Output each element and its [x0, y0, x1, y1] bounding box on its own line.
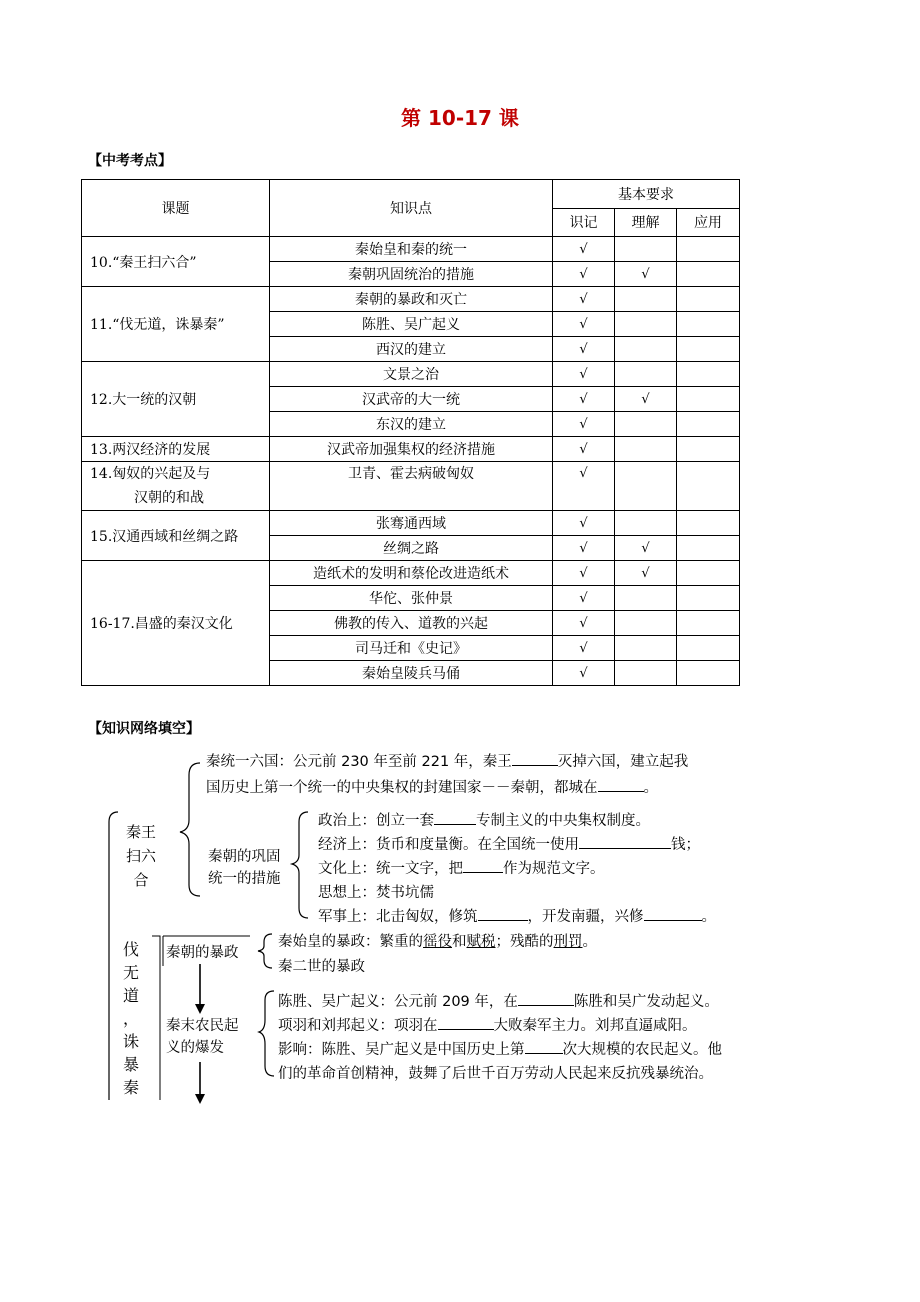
label-char: 道 [122, 986, 139, 1005]
text: 和 [452, 934, 467, 950]
knowledge-point-cell: 东汉的建立 [270, 412, 553, 437]
check-cell: √ [615, 561, 677, 586]
fill-blank[interactable] [644, 906, 702, 921]
check-cell: √ [553, 586, 615, 611]
knowledge-point-cell: 西汉的建立 [270, 337, 553, 362]
knowledge-point-cell: 张骞通西域 [270, 511, 553, 536]
knowledge-point-cell: 华佗、张仲景 [270, 586, 553, 611]
text: 。 [701, 909, 716, 925]
fill-blank[interactable] [598, 777, 644, 792]
text: 影响：陈胜、吴广起义是中国历史上第 [278, 1042, 525, 1058]
underlined-term: 刑罚 [553, 934, 583, 950]
measure-economy [318, 833, 700, 854]
label-line: 统一的措施 [208, 871, 281, 887]
knowledge-point-cell: 造纸术的发明和蔡伦改进造纸术 [270, 561, 553, 586]
measure-thought: 思想上：焚书坑儒 [318, 885, 434, 901]
measure-culture [318, 857, 605, 878]
label-line: 秦王 [125, 823, 156, 841]
check-cell: √ [615, 387, 677, 412]
fill-blank[interactable] [512, 751, 558, 766]
text: 灭掉六国，建立起我 [557, 754, 689, 770]
label-fa-wudao [120, 938, 142, 1099]
section-heading-exam-points: 【中考考点】 [88, 153, 172, 169]
label-line: 扫六 [125, 847, 156, 865]
fill-blank[interactable] [525, 1039, 563, 1054]
label-peasant-uprising [166, 1015, 239, 1059]
knowledge-point-cell: 秦始皇陵兵马俑 [270, 661, 553, 686]
lesson-line: 14.匈奴的兴起及与 [90, 466, 211, 482]
label-char: 诛 [122, 1032, 139, 1051]
knowledge-point-cell: 汉武帝加强集权的经济措施 [270, 437, 553, 462]
label-line: 合 [133, 871, 149, 889]
text: 秦始皇的暴政：繁重的 [278, 934, 423, 950]
label-char: 暴 [122, 1055, 139, 1074]
check-cell: √ [553, 536, 615, 561]
underlined-term: 赋税 [466, 934, 496, 950]
check-cell: √ [615, 262, 677, 287]
knowledge-point-cell: 佛教的传入、道教的兴起 [270, 611, 553, 636]
label-char: ， [122, 1009, 139, 1028]
knowledge-point-cell: 丝绸之路 [270, 536, 553, 561]
label-qin-unify [120, 820, 162, 892]
underlined-term: 徭役 [423, 934, 452, 950]
revolt-line-2 [278, 1014, 697, 1035]
label-line: 秦朝的巩固 [208, 849, 281, 865]
knowledge-point-cell: 陈胜、吴广起义 [270, 312, 553, 337]
measure-military [318, 905, 716, 926]
lesson-cell: 11.“伐无道，诛暴秦” [82, 287, 270, 362]
header-lesson: 课题 [82, 180, 270, 237]
text: ，开发南疆，兴修 [527, 909, 644, 925]
text: 军事上：北击匈奴，修筑 [318, 909, 478, 925]
text: 经济上：货币和度量衡。在全国统一使用 [318, 837, 579, 853]
unify-line-2 [206, 776, 658, 797]
knowledge-point-cell: 秦始皇和秦的统一 [270, 237, 553, 262]
check-cell: √ [553, 287, 615, 312]
text: 项羽和刘邦起义：项羽在 [278, 1018, 438, 1034]
knowledge-point-cell: 司马迁和《史记》 [270, 636, 553, 661]
text: 大败秦军主力。刘邦直逼咸阳。 [493, 1018, 697, 1034]
knowledge-point-cell: 秦朝的暴政和灭亡 [270, 287, 553, 312]
text: 陈胜和吴广发动起义。 [573, 994, 719, 1010]
text: 。 [643, 780, 658, 796]
measure-politics [318, 809, 650, 830]
text: 次大规模的农民起义。他 [562, 1042, 722, 1058]
lesson-cell: 10.“秦王扫六合” [82, 237, 270, 287]
label-char: 秦 [122, 1078, 139, 1097]
lesson-cell: 16-17.昌盛的秦汉文化 [82, 561, 270, 686]
check-cell: √ [553, 337, 615, 362]
lesson-cell: 15.汉通西域和丝绸之路 [82, 511, 270, 561]
knowledge-point-cell: 卫青、霍去病破匈奴 [270, 462, 553, 511]
text: 作为规范文字。 [503, 861, 605, 877]
unify-line-1 [206, 750, 688, 771]
header-remember: 识记 [553, 208, 615, 237]
header-knowledge-point: 知识点 [270, 180, 553, 237]
label-consolidation-measures [208, 846, 281, 890]
label-line: 秦末农民起 [166, 1018, 239, 1034]
revolt-line-4: 们的革命首创精神，鼓舞了后世千百万劳动人民起来反抗残暴统治。 [278, 1066, 713, 1082]
page-title: 第 10-17 课 [401, 106, 519, 130]
text: 陈胜、吴广起义：公元前 209 年，在 [278, 994, 518, 1010]
label-line: 义的爆发 [166, 1040, 224, 1056]
lesson-cell: 13.两汉经济的发展 [82, 437, 270, 462]
section-heading-knowledge-network: 【知识网络填空】 [88, 721, 200, 737]
check-cell: √ [553, 636, 615, 661]
knowledge-point-cell: 汉武帝的大一统 [270, 387, 553, 412]
header-understand: 理解 [615, 208, 677, 237]
check-cell: √ [553, 611, 615, 636]
text: ；残酷的 [495, 934, 554, 950]
fill-blank[interactable] [579, 834, 671, 849]
tyranny-line-1 [278, 930, 597, 951]
check-cell: √ [553, 437, 615, 462]
text: 秦统一六国：公元前 230 年至前 221 年，秦王 [206, 754, 512, 770]
knowledge-point-cell: 文景之治 [270, 362, 553, 387]
check-cell: √ [553, 412, 615, 437]
lesson-line: 汉朝的和战 [134, 490, 204, 506]
fill-blank[interactable] [438, 1015, 494, 1030]
header-apply: 应用 [677, 208, 740, 237]
revolt-line-1 [278, 990, 719, 1011]
knowledge-point-cell: 秦朝巩固统治的措施 [270, 262, 553, 287]
text: 政治上：创立一套 [318, 813, 434, 829]
check-cell: √ [553, 312, 615, 337]
check-cell: √ [553, 462, 615, 511]
revolt-line-3 [278, 1038, 722, 1059]
check-cell: √ [553, 387, 615, 412]
check-cell: √ [553, 362, 615, 387]
fill-blank[interactable] [478, 906, 528, 921]
check-cell: √ [553, 262, 615, 287]
fill-blank[interactable] [518, 991, 574, 1006]
check-cell: √ [615, 536, 677, 561]
text: 文化上：统一文字，把 [318, 861, 463, 877]
fill-blank[interactable] [434, 810, 476, 825]
lesson-cell: 12.大一统的汉朝 [82, 362, 270, 437]
header-basic-requirements: 基本要求 [553, 180, 740, 209]
text: 国历史上第一个统一的中央集权的封建国家－－秦朝，都城在 [206, 780, 598, 796]
tyranny-line-2: 秦二世的暴政 [278, 959, 365, 975]
check-cell: √ [553, 511, 615, 536]
label-char: 无 [122, 963, 139, 982]
text: 。 [582, 934, 597, 950]
label-tyranny: 秦朝的暴政 [166, 945, 239, 961]
fill-blank[interactable] [463, 858, 503, 873]
check-cell: √ [553, 561, 615, 586]
check-cell: √ [553, 661, 615, 686]
label-char: 伐 [122, 940, 139, 959]
text: 专制主义的中央集权制度。 [476, 813, 650, 829]
check-cell: √ [553, 237, 615, 262]
text: 钱； [671, 837, 700, 853]
